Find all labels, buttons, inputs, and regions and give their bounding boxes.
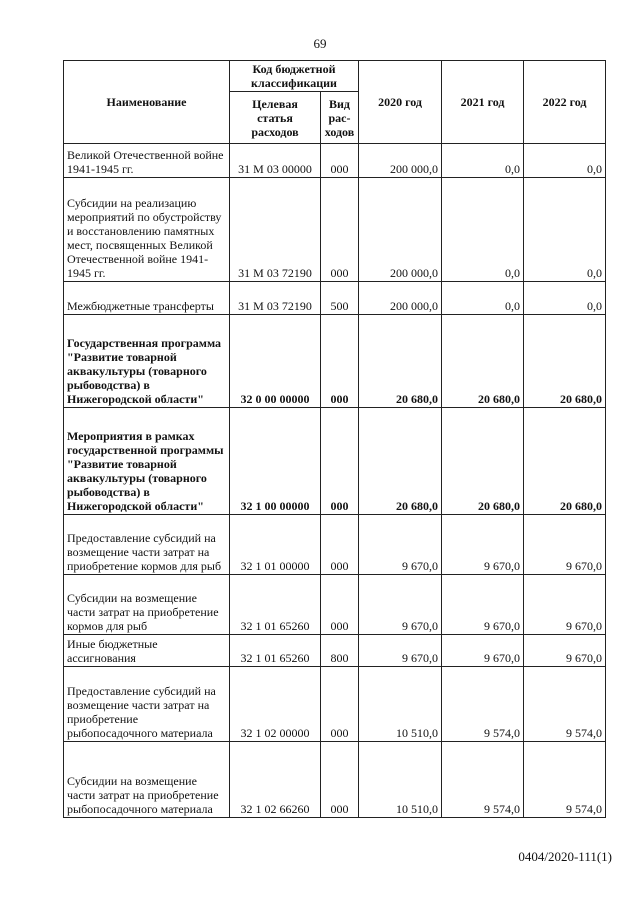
row-name: Мероприятия в рамках государственной программы "Развитие товарной аквакультуры (товарного рыбоводства) в Нижегородской области" — [64, 408, 230, 515]
row-2021: 9 670,0 — [442, 635, 524, 667]
row-code: 31 М 03 72190 — [230, 178, 321, 282]
row-name: Государственная программа "Развитие товарной аквакультуры (товарного рыбоводства) в Нижегородской области" — [64, 315, 230, 408]
row-2021: 9 670,0 — [442, 575, 524, 635]
table-row — [64, 144, 606, 178]
page-number: 69 — [313, 36, 327, 51]
row-2020: 9 670,0 — [359, 575, 442, 635]
row-name: Великой Отечественной войне 1941-1945 гг. — [64, 144, 230, 178]
header-target-article: Целевая статья расходов — [230, 92, 321, 144]
row-name: Межбюджетные трансферты — [64, 282, 230, 315]
row-type: 000 — [321, 515, 359, 575]
row-name: Субсидии на возмещение части затрат на приобретение рыбопосадочного материала — [64, 742, 230, 818]
row-name: Предоставление субсидий на возмещение части затрат на приобретение рыбопосадочного материала — [64, 667, 230, 742]
row-code: 32 0 00 00000 — [230, 315, 321, 408]
row-2020: 9 670,0 — [359, 515, 442, 575]
table-row — [64, 635, 606, 667]
row-2021: 9 574,0 — [442, 667, 524, 742]
row-code: 32 1 02 00000 — [230, 667, 321, 742]
row-2022: 0,0 — [524, 178, 606, 282]
table-row — [64, 515, 606, 575]
row-2020: 9 670,0 — [359, 635, 442, 667]
row-type: 000 — [321, 178, 359, 282]
row-name: Предоставление субсидий на возмещение части затрат на приобретение кормов для рыб — [64, 515, 230, 575]
row-2021: 20 680,0 — [442, 315, 524, 408]
row-name: Иные бюджетные ассигнования — [64, 635, 230, 667]
budget-table — [63, 60, 606, 818]
row-code: 32 1 02 66260 — [230, 742, 321, 818]
table-row — [64, 178, 606, 282]
row-type: 800 — [321, 635, 359, 667]
row-code: 32 1 01 65260 — [230, 635, 321, 667]
row-2021: 0,0 — [442, 178, 524, 282]
row-code: 32 1 01 00000 — [230, 515, 321, 575]
row-2020: 200 000,0 — [359, 144, 442, 178]
row-2022: 9 670,0 — [524, 635, 606, 667]
row-2020: 200 000,0 — [359, 178, 442, 282]
header-name: Наименование — [64, 61, 230, 144]
row-name: Субсидии на реализацию мероприятий по обустройству и восстановлению памятных мест, посвященных Великой Отечественной войне 1941-1945 гг. — [64, 178, 230, 282]
row-2020: 10 510,0 — [359, 742, 442, 818]
table-row — [64, 315, 606, 408]
row-2022: 20 680,0 — [524, 315, 606, 408]
header-code-group: Код бюджетной классификации — [230, 61, 359, 92]
row-type: 000 — [321, 315, 359, 408]
row-2020: 20 680,0 — [359, 408, 442, 515]
table-row — [64, 575, 606, 635]
row-2020: 200 000,0 — [359, 282, 442, 315]
table-row — [64, 282, 606, 315]
row-2021: 9 574,0 — [442, 742, 524, 818]
header-2020: 2020 год — [359, 61, 442, 144]
row-type: 000 — [321, 408, 359, 515]
row-type: 000 — [321, 144, 359, 178]
row-2020: 10 510,0 — [359, 667, 442, 742]
table-row — [64, 742, 606, 818]
header-2022: 2022 год — [524, 61, 606, 144]
row-2022: 0,0 — [524, 282, 606, 315]
row-type: 000 — [321, 667, 359, 742]
row-2021: 9 670,0 — [442, 515, 524, 575]
row-2020: 20 680,0 — [359, 315, 442, 408]
row-2022: 20 680,0 — [524, 408, 606, 515]
row-code: 32 1 00 00000 — [230, 408, 321, 515]
row-2022: 9 574,0 — [524, 742, 606, 818]
row-code: 31 М 03 00000 — [230, 144, 321, 178]
row-name: Субсидии на возмещение части затрат на приобретение кормов для рыб — [64, 575, 230, 635]
document-code: 0404/2020-111(1) — [518, 849, 612, 864]
row-code: 31 М 03 72190 — [230, 282, 321, 315]
table-row — [64, 408, 606, 515]
row-2021: 0,0 — [442, 144, 524, 178]
row-2022: 9 670,0 — [524, 515, 606, 575]
row-2022: 9 574,0 — [524, 667, 606, 742]
row-type: 000 — [321, 742, 359, 818]
header-2021: 2021 год — [442, 61, 524, 144]
row-2022: 0,0 — [524, 144, 606, 178]
row-2021: 20 680,0 — [442, 408, 524, 515]
row-type: 000 — [321, 575, 359, 635]
header-expense-type: Вид рас-ходов — [321, 92, 359, 144]
row-2021: 0,0 — [442, 282, 524, 315]
row-type: 500 — [321, 282, 359, 315]
table-row — [64, 667, 606, 742]
row-code: 32 1 01 65260 — [230, 575, 321, 635]
row-2022: 9 670,0 — [524, 575, 606, 635]
